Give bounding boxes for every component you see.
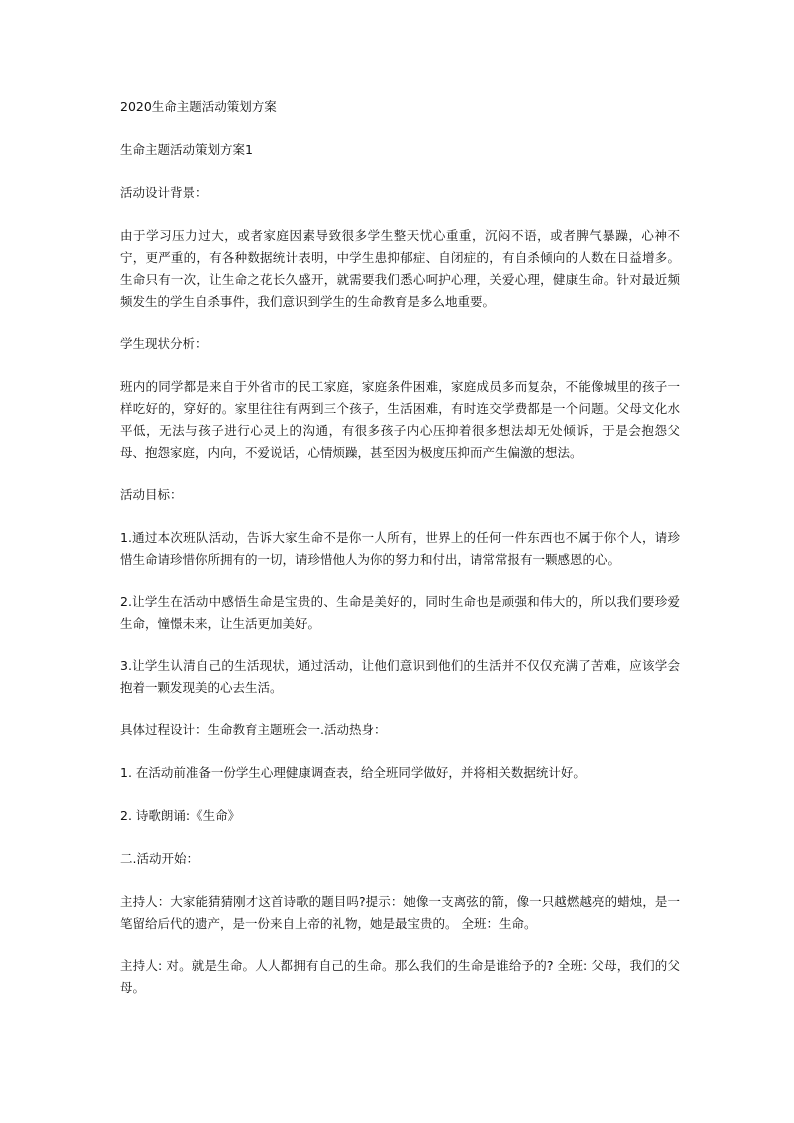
document-subtitle: 生命主题活动策划方案1 bbox=[120, 142, 253, 157]
process-step-1: 1. 在活动前准备一份学生心理健康调查表，给全班同学做好，并将相关数据统计好。 bbox=[120, 765, 586, 780]
section-heading-start: 二.活动开始： bbox=[120, 851, 199, 866]
document-page bbox=[120, 96, 680, 1019]
section-heading-background: 活动设计背景： bbox=[120, 185, 208, 200]
section-heading-process: 具体过程设计：生命教育主题班会一.活动热身： bbox=[120, 722, 387, 737]
dialogue-paragraph-2: 主持人: 对。就是生命。人人都拥有自己的生命。那么我们的生命是谁给予的? 全班: 父母，我们的父母。 bbox=[120, 958, 680, 995]
goal-item-3: 3.让学生认清自己的生活现状，通过活动，让他们意识到他们的生活并不仅仅充满了苦难，应该学会抱着一颗发现美的心去生活。 bbox=[120, 658, 680, 695]
dialogue-paragraph-1: 主持人：大家能猜猜刚才这首诗歌的题目吗?提示：她像一支离弦的箭，像一只越燃越亮的蜡烛，是一笔留给后代的遗产，是一份来自上帝的礼物，她是最宝贵的。 全班：生命。 bbox=[120, 894, 680, 931]
goal-item-2: 2.让学生在活动中感悟生命是宝贵的、生命是美好的，同时生命也是顽强和伟大的，所以我们要珍爱生命，憧憬未来，让生活更加美好。 bbox=[120, 594, 680, 631]
paragraph-status: 班内的同学都是来自于外省市的民工家庭，家庭条件困难，家庭成员多而复杂，不能像城里的孩子一样吃好的，穿好的。家里往往有两到三个孩子，生活困难，有时连交学费都是一个问题。父母文化水平低，无法与孩子进行心灵上的沟通，有很多孩子内心压抑着很多想法却无处倾诉，于是会抱怨父母、抱怨家庭，内向，不爱说话，心情烦躁，甚至因为极度压抑而产生偏激的想法。 bbox=[120, 379, 680, 460]
document-title: 2020生命主题活动策划方案 bbox=[120, 99, 277, 114]
section-heading-goals: 活动目标： bbox=[120, 487, 183, 502]
process-step-2: 2. 诗歌朗诵:《生命》 bbox=[120, 808, 241, 823]
goal-item-1: 1.通过本次班队活动，告诉大家生命不是你一人所有，世界上的任何一件东西也不属于你个人，请珍惜生命请珍惜你所拥有的一切，请珍惜他人为你的努力和付出，请常常报有一颗感恩的心。 bbox=[120, 530, 680, 567]
section-heading-status: 学生现状分析： bbox=[120, 336, 208, 351]
paragraph-background: 由于学习压力过大，或者家庭因素导致很多学生整天忧心重重，沉闷不语，或者脾气暴躁，心神不宁，更严重的，有各种数据统计表明，中学生患抑郁症、自闭症的，有自杀倾向的人数在日益增多。生命只有一次，让生命之花长久盛开，就需要我们悉心呵护心理，关爱心理，健康生命。针对最近频频发生的学生自杀事件，我们意识到学生的生命教育是多么地重要。 bbox=[120, 228, 680, 309]
